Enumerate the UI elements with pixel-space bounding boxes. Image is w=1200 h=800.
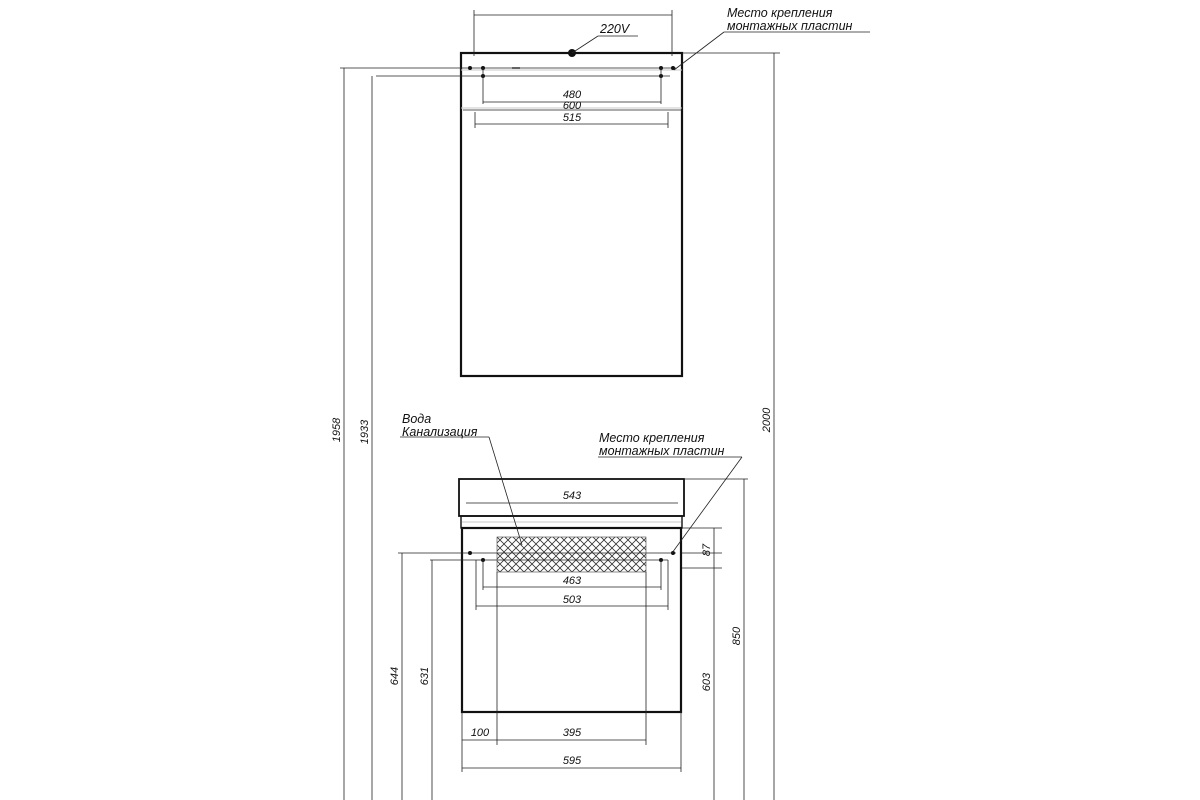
vanity-mount-label-line1: Место крепления xyxy=(599,431,705,445)
mirror-mount-label-line1: Место крепления xyxy=(727,6,833,20)
vanity-dim-100-395 xyxy=(462,572,646,745)
vanity-dim-395-label: 395 xyxy=(562,727,582,739)
height-dim-2000-label: 2000 xyxy=(761,407,773,433)
vanity-dim-87 xyxy=(682,528,722,568)
vanity-dim-87-label: 87 xyxy=(701,543,713,557)
height-dim-631 xyxy=(419,560,432,800)
height-dim-644 xyxy=(389,553,402,800)
height-dim-1933 xyxy=(359,76,372,800)
vanity-dim-463-label: 463 xyxy=(562,575,582,587)
vanity-dim-543 xyxy=(466,490,678,503)
mirror-top-width-dimension xyxy=(474,10,672,56)
vanity-dim-100-label: 100 xyxy=(470,727,490,739)
power-label: 220V xyxy=(600,22,630,36)
height-dim-631-label: 631 xyxy=(419,666,431,686)
height-dim-2000 xyxy=(682,53,780,800)
plumbing-zone xyxy=(497,537,646,572)
power-point xyxy=(568,22,638,57)
height-dim-1933-label: 1933 xyxy=(359,419,371,445)
vanity-mount-note xyxy=(598,431,742,553)
mirror-dim-480 xyxy=(483,68,661,104)
vanity-dim-543-label: 543 xyxy=(562,490,582,502)
mirror-mount-note xyxy=(674,6,870,70)
water-label: Вода xyxy=(402,412,432,426)
vanity-dim-595-label: 595 xyxy=(562,755,582,767)
height-dim-1958-label: 1958 xyxy=(331,417,343,443)
mirror-dim-515 xyxy=(475,112,668,128)
vanity-mount-label-line2: монтажных пластин xyxy=(599,444,725,458)
height-dim-850-label: 850 xyxy=(731,626,743,646)
mirror-dim-515-label: 515 xyxy=(562,112,582,124)
vanity-dim-503-label: 503 xyxy=(562,594,582,606)
sewer-label: Канализация xyxy=(402,425,478,439)
height-dim-644-label: 644 xyxy=(389,666,401,686)
mirror-mount-label-line2: монтажных пластин xyxy=(727,19,853,33)
mirror-dim-600-label: 600 xyxy=(562,100,582,112)
height-dim-850 xyxy=(684,479,748,800)
vanity-dim-595 xyxy=(462,712,681,772)
mirror-dim-480-label: 480 xyxy=(562,89,582,101)
height-dim-603-label: 603 xyxy=(701,672,713,692)
height-dim-603 xyxy=(701,568,714,800)
